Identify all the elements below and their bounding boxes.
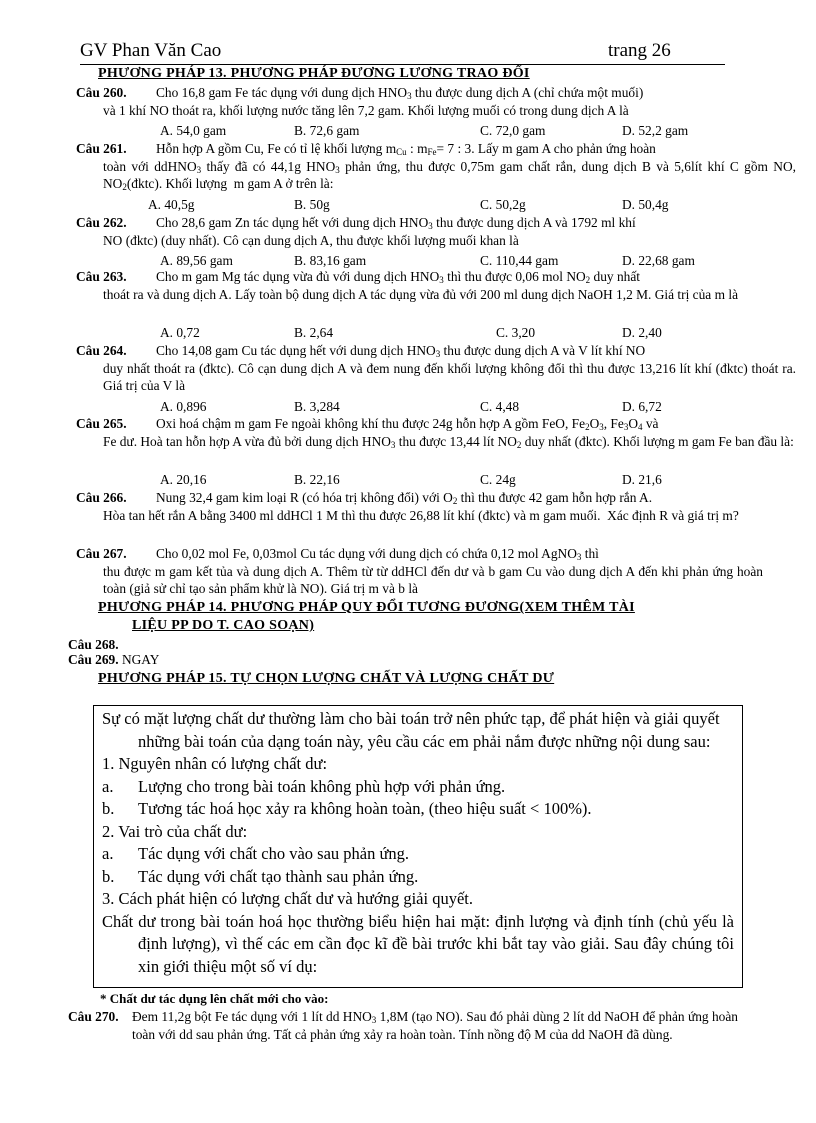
page-number: trang 26 (608, 40, 671, 61)
answer-d: D. 52,2 gam (622, 123, 689, 138)
question-text: Hỗn hợp A gồm Cu, Fe có tỉ lệ khối lượng $m_{Cu}$ : $m_{Fe}= 7$ : 3. Lấy m gam A cho phản ứng hoàn (156, 141, 656, 157)
answer-c: C. 4,48 (480, 399, 520, 414)
answer-a: A. 40,5g (148, 197, 195, 212)
question-261 (76, 140, 796, 193)
box-item-2b: b. Tác dụng với chất tạo thành sau phản ứng. (102, 866, 419, 886)
author-name: GV Phan Văn Cao (80, 40, 222, 61)
question-269 (68, 652, 159, 668)
answer-a: A. 0,72 (160, 325, 200, 340)
question-text: thoát ra và dung dịch A. Lấy toàn bộ dung dịch A tác dụng vừa đủ với 200 ml dung dịch NaOH 1,2 M. Giá trị của m là (103, 286, 739, 302)
question-text: thu được m gam kết tủa và dung dịch A. Thêm từ từ ddHCl đến dư và b gam Cu vào dung dịch A đến khi phản ứng hoàn toàn (giả sử chỉ tạo sản phẩm khử là NO). Giá trị m và b là (103, 563, 763, 596)
answer-d: D. 50,4g (622, 197, 669, 212)
section-13-heading: PHƯƠNG PHÁP 13. PHƯƠNG PHÁP ĐƯƠNG LƯƠNG TRAO ĐỔI (98, 66, 530, 81)
answer-d: D. 6,72 (622, 399, 662, 414)
section-14-heading-cont: LIỆU PP DO T. CAO SOẠN) (132, 618, 315, 633)
question-text: Nung 32,4 gam kim loại R (có hóa trị không đổi) với $O_2$ thì thu được 42 gam hỗn hợp rắn A. (156, 490, 653, 506)
section-15-heading: PHƯƠNG PHÁP 15. TỰ CHỌN LƯỢNG CHẤT VÀ LƯỢNG CHẤT DƯ (98, 671, 555, 686)
question-text: và 1 khí NO thoát ra, khối lượng nước tăng lên 7,2 gam. Khối lượng muối có trong dung dịch A là (103, 102, 629, 118)
question-label: Câu 262. (76, 215, 127, 230)
question-text: NGAY (121, 652, 160, 667)
question-265 (76, 415, 796, 450)
page-header (80, 40, 725, 65)
answer-a: A. 20,16 (160, 472, 207, 487)
question-label: Câu 269. (68, 652, 119, 667)
question-label: Câu 261. (76, 141, 127, 156)
question-label: Câu 270. (68, 1009, 119, 1024)
question-263 (76, 268, 796, 303)
question-text: NO (đktc) (duy nhất). Cô cạn dung dịch A, thu được khối lượng muối khan là (103, 232, 519, 248)
question-label: Câu 268. (68, 637, 119, 652)
box-intro: Sự có mặt lượng chất dư thường làm cho bài toán trở nên phức tạp, để phát hiện và giải quyết những bài toán của dạng toán này, yêu cầu các em phải nắm được những nội dung sau: (102, 709, 720, 751)
question-label: Câu 264. (76, 343, 127, 358)
question-260 (76, 84, 796, 119)
answer-b: B. 83,16 gam (294, 253, 367, 268)
info-box (93, 705, 743, 988)
question-label: Câu 266. (76, 490, 127, 505)
question-label: Câu 267. (76, 546, 127, 561)
question-label: Câu 260. (76, 85, 127, 100)
answer-a: A. 0,896 (160, 399, 207, 414)
answer-d: D. 22,68 gam (622, 253, 695, 268)
question-264 (76, 342, 796, 395)
question-label: Câu 263. (76, 269, 127, 284)
question-text: Fe dư. Hoà tan hỗn hợp A vừa đủ bởi dung dịch $HNO_3$ thu được 13,44 lít $NO_2$ duy nhất (đktc). Khối lượng m gam Fe ban đầu là: (103, 433, 794, 450)
excess-note: * Chất dư tác dụng lên chất mới cho vào: (100, 991, 329, 1006)
question-text: Cho 16,8 gam Fe tác dụng với dung dịch $HNO_3$ thu được dung dịch A (chỉ chứa một muối) (156, 85, 644, 101)
question-text: Hòa tan hết rắn A bằng 3400 ml ddHCl 1 M thì thu được 26,88 lít khí (đktc) và m gam muối. Xác định R và giá trị m? (103, 507, 739, 523)
question-text: toàn với ddHNO$_3$ thấy đã có 44,1g $HNO_3$ phản ứng, thu được 0,75m gam chất rắn, dung dịch B và 5,6lít khí C gồm NO, $NO_2(đktc)$. Khối lượng m gam A ở trên là: (103, 158, 796, 192)
answer-b: B. 50g (294, 197, 330, 212)
question-262 (76, 214, 796, 249)
answer-c: C. 110,44 gam (480, 253, 559, 268)
box-outro: Chất dư trong bài toán hoá học thường biểu hiện hai mặt: định lượng và định tính (chủ yếu là định lượng), vì thế các em cần đọc kĩ đề bài trước khi bắt tay vào giải. Sau đây chúng tôi xin giới thiệu một số ví dụ: (102, 911, 734, 976)
answer-d: D. 21,6 (622, 472, 662, 487)
box-heading-1: 1. Nguyên nhân có lượng chất dư: (102, 754, 328, 773)
question-text: Cho m gam Mg tác dụng vừa đủ với dung dịch $HNO_3$ thì thu được 0,06 mol $NO_2$ duy nhất (156, 269, 641, 285)
box-item-2a: a. Tác dụng với chất cho vào sau phản ứng. (102, 844, 410, 863)
question-text: Cho 0,02 mol Fe, 0,03mol Cu tác dụng với dung dịch có chứa 0,12 mol AgNO$_3$ thì (156, 546, 599, 562)
question-text: Cho 28,6 gam Zn tác dụng hết với dung dịch $HNO_3$ thu được dung dịch A và 1792 ml khí (156, 215, 636, 231)
answer-c: C. 3,20 (496, 325, 536, 340)
question-text: Oxi hoá chậm m gam Fe ngoài không khí thu được 24g hỗn hợp A gồm FeO, $Fe_2O_3$, $Fe_3O_4$ và (156, 416, 659, 432)
question-270 (68, 1008, 748, 1043)
answer-c: C. 24g (480, 472, 516, 487)
question-text: duy nhất thoát ra (đktc). Cô cạn dung dịch A và đem nung đến khối lượng không đổi thì thu được 13,216 lít khí (đktc) thoát ra. Giá trị của V là (103, 360, 796, 393)
question-268 (68, 637, 119, 653)
answer-a: A. 54,0 gam (160, 123, 227, 138)
box-heading-2: 2. Vai trò của chất dư: (102, 821, 248, 841)
answer-b: B. 22,16 (294, 472, 340, 487)
answer-c: C. 72,0 gam (480, 123, 546, 138)
answer-b: B. 2,64 (294, 325, 334, 340)
answer-c: C. 50,2g (480, 197, 526, 212)
question-267 (76, 545, 796, 598)
box-heading-3: 3. Cách phát hiện có lượng chất dư và hướng giải quyết. (102, 889, 473, 908)
box-item-1b: b. Tương tác hoá học xảy ra không hoàn toàn, (theo hiệu suất < 100%). (102, 799, 592, 818)
answer-b: B. 3,284 (294, 399, 340, 414)
answer-d: D. 2,40 (622, 325, 662, 340)
question-text: Đem 11,2g bột Fe tác dụng với 1 lít dd $HNO_3$ 1,8M (tạo NO). Sau đó phải dùng 2 lít dd NaOH để phản ứng hoàn toàn với dd sau phản ứng. Tất cả phản ứng xảy ra hoàn toàn. Tính nồng độ M của dd NaOH đã dùng. (132, 1009, 738, 1042)
question-label: Câu 265. (76, 416, 127, 431)
question-text: Cho 14,08 gam Cu tác dụng hết với dung dịch $HNO_3$ thu được dung dịch A và V lít khí NO (156, 343, 646, 359)
question-266 (76, 489, 796, 524)
answer-a: A. 89,56 gam (160, 253, 233, 268)
answer-b: B. 72,6 gam (294, 123, 360, 138)
section-14-heading: PHƯƠNG PHÁP 14. PHƯƠNG PHÁP QUY ĐỔI TƯƠNG ĐƯƠNG(XEM THÊM TÀI (98, 600, 635, 615)
box-item-1a: a. Lượng cho trong bài toán không phù hợp với phản ứng. (102, 776, 506, 796)
